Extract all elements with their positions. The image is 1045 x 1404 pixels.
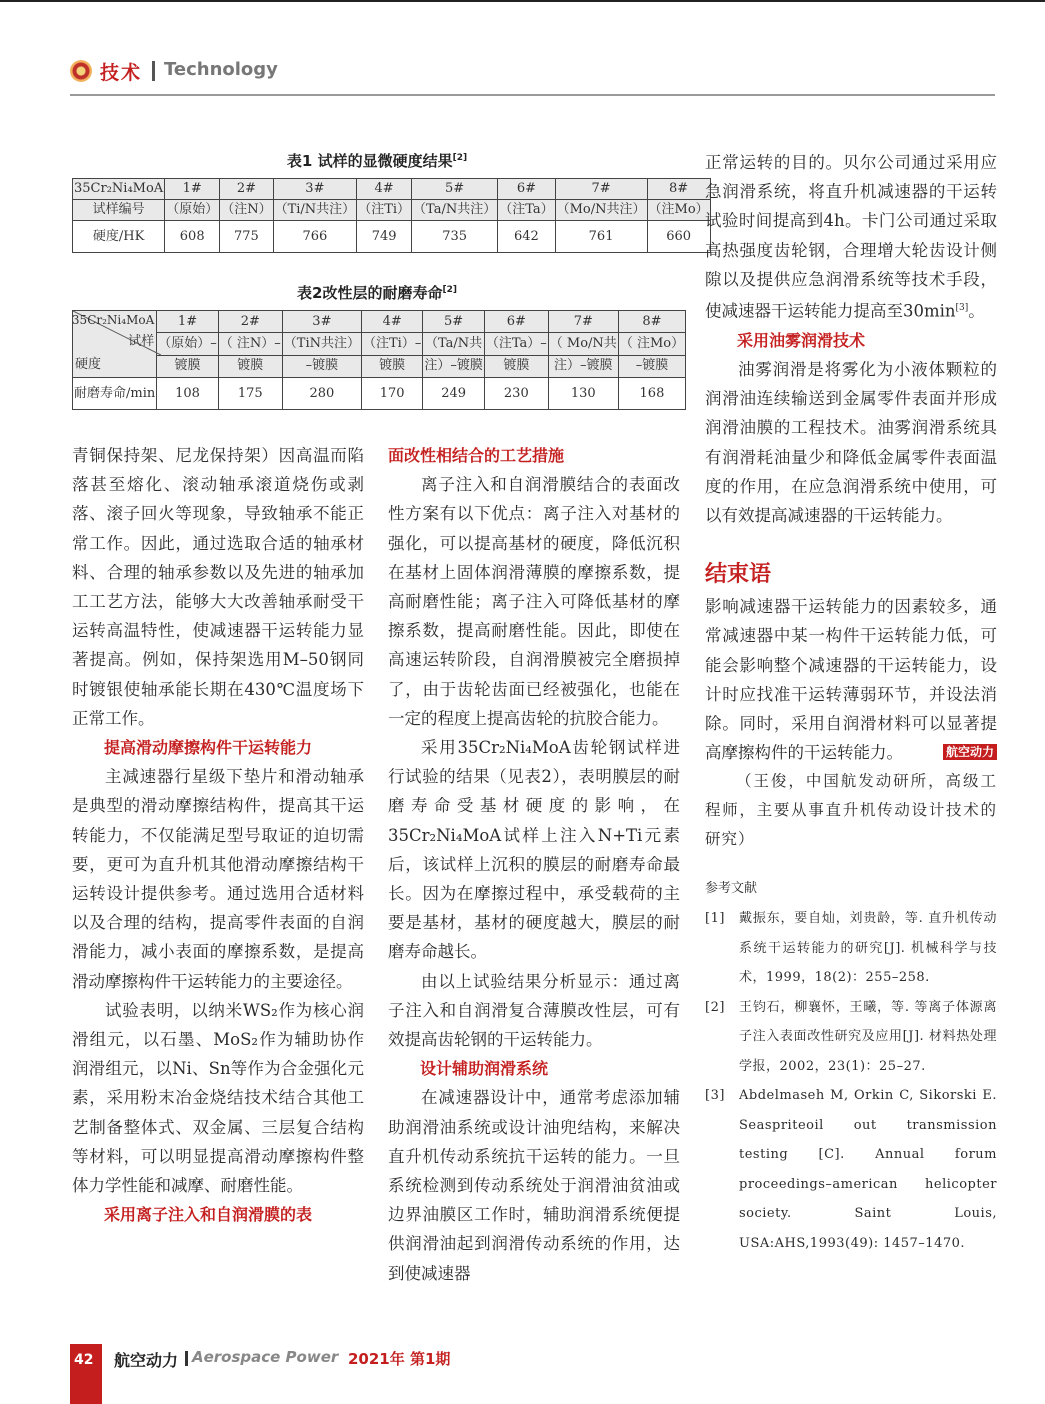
paragraph [705, 592, 997, 767]
table-cell: 8# [618, 311, 685, 333]
table2-corner-hardness: 硬度 [75, 357, 102, 372]
table1-caption-text: 表1 试样的显微硬度结果 [286, 152, 453, 170]
table-cell: 642 [498, 221, 555, 253]
table-cell: 3# [273, 179, 357, 200]
table-cell: 766 [273, 221, 357, 253]
table-cell: 6# [484, 311, 548, 333]
footer-divider [185, 1351, 188, 1366]
table-cell: 249 [423, 378, 485, 410]
journal-name-cn: 航空动力 [114, 1351, 179, 1370]
table-cell: 108 [157, 378, 219, 410]
table-cell: 试样编号 [73, 200, 165, 221]
table-cell: 7# [548, 311, 618, 333]
table2-header-row-3 [73, 355, 686, 377]
spacer [705, 530, 997, 548]
section-heading: 采用油雾润滑技术 [737, 330, 866, 350]
table1-header-row-b [73, 200, 711, 221]
reference-number: [2] [705, 999, 725, 1015]
author-note: （王俊，中国航发动研所，高级工程师，主要从事直升机传动设计技术的研究） [705, 772, 997, 849]
table-cell: 镀膜 [484, 355, 548, 377]
body-column-2 [388, 441, 680, 1288]
table-cell: 170 [362, 378, 423, 410]
table-cell: 5# [412, 179, 498, 200]
table-cell: （TiN共注） [282, 333, 361, 355]
table-cell: 镀膜 [157, 355, 219, 377]
table-cell: 735 [412, 221, 498, 253]
table-cell: 镀膜 [362, 355, 423, 377]
table2-corner-sample: 试样 [128, 334, 155, 349]
table-cell: （ 注N）– [218, 333, 282, 355]
top-rule [0, 0, 1045, 2]
conclusion-heading: 结束语 [705, 562, 772, 588]
table-cell: 660 [647, 221, 710, 253]
section-heading: 采用离子注入和自润滑膜的表 [104, 1205, 313, 1225]
table-cell: （原始）– [157, 333, 219, 355]
table-cell: 2# [220, 179, 273, 200]
table-cell: （注Ta） [498, 200, 555, 221]
table1-caption-ref: [2] [452, 153, 468, 163]
table-cell: –镀膜 [282, 355, 361, 377]
table-cell: 7# [555, 179, 647, 200]
table2-corner-cell [73, 311, 157, 378]
paragraph: 青铜保持架、尼龙保持架）因高温而陷落甚至熔化、滚动轴承滚道烧伤或剥落、滚子回火等现象，导致轴承不能正常工作。因此，通过选取合适的轴承材料、合理的轴承参数以及先进的轴承加工工艺方法，能够大大改善轴承耐受干运转高温特性，使减速器干运转能力显著提高。例如，保持架选用M–50钢同时镀银使轴承能长期在430℃温度场下正常工作。 [72, 446, 364, 728]
table-cell: （注Ti）– [362, 333, 423, 355]
table-cell: （Ta/N共注） [412, 200, 498, 221]
table-cell: 1# [157, 311, 219, 333]
header-rule [70, 94, 995, 96]
table-cell: （注N） [220, 200, 273, 221]
page-footer [70, 1344, 550, 1404]
table-cell: 1# [165, 179, 220, 200]
table-cell: 注）–镀膜 [548, 355, 618, 377]
table-cell: （ Mo/N共 [548, 333, 618, 355]
table-cell: （ 注Mo） [618, 333, 685, 355]
table1-caption [72, 150, 682, 171]
body-column-3 [705, 148, 997, 1258]
paragraph: 离子注入和自润滑膜结合的表面改性方案有以下优点：离子注入对基材的强化，可以提高基材的硬度，降低沉积在基材上固体润滑薄膜的摩擦系数，提高耐磨性能；离子注入可降低基材的摩擦系数，提高耐磨性能。因此，即使在高速运转阶段，自润滑膜被完全磨损掉了，由于齿轮齿面已经被强化，也能在一定的程度上提高齿轮的抗胶合能力。 [388, 475, 680, 728]
table-cell: 775 [220, 221, 273, 253]
table-cell: 35Cr₂Ni₄MoA [73, 179, 165, 200]
table-cell: 130 [548, 378, 618, 410]
table2-header-row-2 [73, 333, 686, 355]
paragraph: 主减速器行星级下垫片和滑动轴承是典型的滑动摩擦结构件，提高其干运转能力，不仅能满足型号取证的迫切需要，更可为直升机其他滑动摩擦结构干运转设计提供参考。通过选用合适材料以及合理的结构，提高零件表面的自润滑能力，减小表面的摩擦系数，是提高滑动摩擦构件干运转能力的主要途径。 [72, 767, 364, 991]
table1 [72, 178, 711, 253]
paragraph-text: 正常运转的目的。贝尔公司通过采用应急润滑系统，将直升机减速器的干运转试验时间提高到4h。卡门公司通过采取高热强度齿轮钢，合理增大轮齿设计侧隙以及提供应急润滑系统等技术手段，使减速器干运转能力提高至30min [705, 153, 997, 321]
paragraph: 在减速器设计中，通常考虑添加辅助润滑油系统或设计油兜结构，来解决直升机传动系统抗干运转的能力。一旦系统检测到传动系统处于润滑油贫油或边界油膜区工作时，辅助润滑系统便提供润滑油起到润滑传动系统的作用，达到使减速器 [388, 1088, 680, 1283]
table-cell: 4# [357, 179, 412, 200]
paragraph: 采用35Cr₂Ni₄MoA齿轮钢试样进行试验的结果（见表2），表明膜层的耐磨寿命受基材硬度的影响，在35Cr₂Ni₄MoA试样上注入N+Ti元素后，该试样上沉积的膜层的耐磨寿命最长。因为在摩擦过程中，承受载荷的主要是基材，基材的硬度越大，膜层的耐磨寿命越长。 [388, 738, 680, 962]
table-cell: 8# [647, 179, 710, 200]
paragraph: 由以上试验结果分析显示：通过离子注入和自润滑复合薄膜改性层，可有效提高齿轮钢的干运转能力。 [388, 971, 680, 1050]
table2-caption-text: 表2改性层的耐磨寿命 [297, 284, 443, 302]
table-cell: （Ta/N共 [423, 333, 485, 355]
table-cell: 镀膜 [218, 355, 282, 377]
table2 [72, 310, 686, 410]
table1-data-row [73, 221, 711, 253]
section-title-cn: 技术 [100, 62, 143, 84]
reference-text: 戴振东，要自灿，刘贵龄，等. 直升机传动系统干运转能力的研究[J]. 机械科学与技术，1999，18(2)：255–258. [739, 911, 997, 986]
section-title-en: Technology [164, 59, 278, 80]
table-cell: （原始） [165, 200, 220, 221]
table-cell: 耐磨寿命/min [73, 378, 157, 410]
journal-badge: 航空动力 [943, 744, 997, 760]
section-heading: 面改性相结合的工艺措施 [388, 446, 565, 465]
table-cell: 761 [555, 221, 647, 253]
page-number-box [70, 1344, 102, 1404]
table1-header-row-a [73, 179, 711, 200]
table-cell: 168 [618, 378, 685, 410]
reference-item [705, 993, 997, 1082]
table-cell: 5# [423, 311, 485, 333]
table-cell: 硬度/HK [73, 221, 165, 253]
table-cell: （注Ta）– [484, 333, 548, 355]
citation-ref: [3] [955, 303, 969, 314]
table-cell: 2# [218, 311, 282, 333]
table-cell: （注Ti） [357, 200, 412, 221]
journal-name-en: Aerospace Power [192, 1348, 339, 1366]
page-number: 42 [74, 1352, 94, 1368]
table-cell: 175 [218, 378, 282, 410]
header-divider [152, 61, 155, 81]
table-cell: 608 [165, 221, 220, 253]
table-cell: 6# [498, 179, 555, 200]
table-cell: –镀膜 [618, 355, 685, 377]
reference-number: [3] [705, 1088, 725, 1104]
section-heading: 设计辅助润滑系统 [420, 1059, 549, 1079]
table2-header-row [73, 311, 686, 333]
section-heading: 提高滑动摩擦构件干运转能力 [104, 738, 313, 758]
reference-number: [1] [705, 911, 725, 927]
references-list [705, 904, 997, 1258]
table-cell: 749 [357, 221, 412, 253]
table-cell: 230 [484, 378, 548, 410]
table2-corner-material: 35Cr₂Ni₄MoA [71, 313, 155, 327]
journal-logo-icon [70, 60, 92, 82]
table2-caption [72, 282, 682, 303]
body-column-1 [72, 441, 364, 1229]
paragraph: 油雾润滑是将雾化为小液体颗粒的润滑油连续输送到金属零件表面并形成润滑油膜的工程技术。油雾润滑系统具有润滑耗油量少和降低金属零件表面温度的作用，在应急润滑系统中使用，可以有效提高减速器的干运转能力。 [705, 359, 997, 525]
paragraph [705, 148, 997, 326]
table-cell: 注）–镀膜 [423, 355, 485, 377]
table2-data-row [73, 378, 686, 410]
table2-caption-ref: [2] [442, 285, 457, 295]
table-cell: （Mo/N共注） [555, 200, 647, 221]
paragraph-end: 。 [968, 301, 985, 321]
table-cell: 3# [282, 311, 361, 333]
table-cell: （注Mo） [647, 200, 710, 221]
table-cell: 280 [282, 378, 361, 410]
table-cell: （Ti/N共注） [273, 200, 357, 221]
reference-item [705, 904, 997, 993]
reference-text: Abdelmaseh M, Orkin C, Sikorski E. Seaspriteoil out transmission testing [C]. Annual forum proceedings–american helicopter society. Saint Louis, USA:AHS,1993(49): 1457–1470. [739, 1088, 997, 1251]
table-cell: 4# [362, 311, 423, 333]
paragraph: 试验表明，以纳米WS₂作为核心润滑组元，以石墨、MoS₂作为辅助协作润滑组元，以Ni、Sn等作为合金强化元素，采用粉末冶金烧结技术结合其他工艺制备整体式、双金属、三层复合结构等材料，可以明显提高滑动摩擦构件整体力学性能和减摩、耐磨性能。 [72, 1000, 364, 1196]
paragraph-text: 影响减速器干运转能力的因素较多，通常减速器中某一构件干运转能力低，可能会影响整个减速器的干运转能力，设计时应找准干运转薄弱环节，并设法消除。同时，采用自润滑材料可以显著提高摩擦构件的干运转能力。 [705, 597, 997, 763]
page-header [70, 58, 995, 90]
references-title: 参考文献 [705, 881, 758, 897]
reference-text: 王钧石，柳襄怀，王曦，等. 等离子体源离子注入表面改性研究及应用[J]. 材料热处理学报，2002，23(1)：25–27. [739, 999, 997, 1074]
reference-item [705, 1081, 997, 1258]
issue-label: 2021年 第1期 [348, 1350, 451, 1368]
